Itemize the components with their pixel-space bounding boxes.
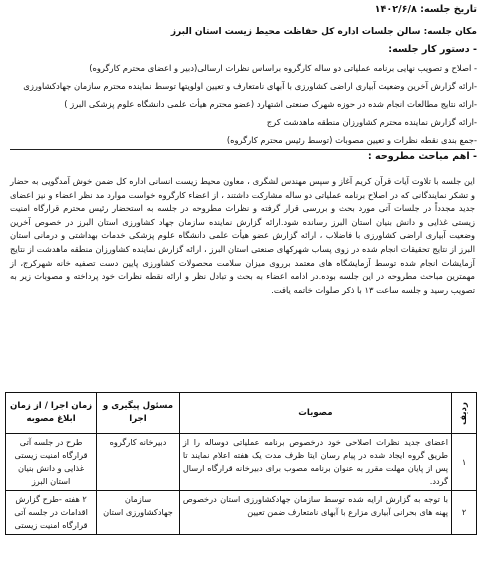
resolution-text: اعضای جدید نظرات اصلاحی خود درخصوص برنامه عملیاتی دوساله را از طریق گروه ایجاد شده در پیام رسان ایتا ظرف مدت یک هفته اعلام نمایند تا پس از پایان مهلت مقرر به عنوان برنامه مصوب برای دبیرخانه قرارگاه ارسال گردد.: [179, 434, 451, 491]
discussion-text: این جلسه با تلاوت آیات قرآن کریم آغاز و سپس مهندس لشگری ، معاون محیط زیست انسانی اداره کل ضمن خوش آمدگویی به حضار و تشکر نمایندگانی که در اصلاح برنامه عملیاتی دو ساله مشارکت داشتند ، از اعضاء کارگروه خواست موارد مد نظر اعضاء و نیز اعضای جدید مجدداً در جلسات آتی مورد بحث و بررسی قرار گرفته و نظرات مطروحه در جلسه به استحضار رئیس محترم قرارگاه امنیت زیستی غذایی و دانش بنیان استان البرز رسانده شود.ارائه گزارش نماینده سازمان جهاد کشاورزی استان البرز در خصوص آخرین وضعیت آبیاری اراضی کشاورزی با فاضلاب ، ارائه گزارش عضو هیأت علمی دانشگاه علوم پزشکی خدمات بهداشتی و درمانی استان البرز از نتایج تحقیقات انجام شده در زوی پساب شهرکهای صنعتی استان البرز ، ارائه گزارش نماینده کشاورزان منطقه ماهدشت از نتایج آزمایشات انجام شده توسط آزمایشگاه های معتمد برروی میزان سلامت محصولات کشاورزی پایین دست تصفیه خانه شهرکرج، از مهمترین مباحث مطروحه در این جلسه بوده.در ادامه اعضاء به بحث و تبادل نظر و ارائه نقطه نظرات خود پرداخته و مصوبات زیر به تصویب رسید و جلسه ساعت ۱۳ با ذکر صلوات خاتمه یافت.: [10, 176, 475, 295]
agenda-item: - اصلاح و تصویب نهایی برنامه عملیاتی دو ساله کارگروه براساس نظرات ارسالی(دبیر و اعضای محترم کارگروه): [89, 63, 477, 73]
meeting-date: تاریخ جلسه: ۱۴۰۲/۶/۸: [374, 4, 477, 15]
resolution-text: با توجه به گزارش ارایه شده توسط سازمان جهادکشاورزی استان درخصوص پهنه های بحرانی آبیاری مزارع با آبهای نامتعارف ضمن تعیین: [179, 491, 451, 535]
agenda-item: -ارائه نتایج مطالعات انجام شده در حوزه شهرک صنعتی اشتهارد (عضو محترم هیأت علمی دانشگاه علوم پزشکی البرز ): [64, 99, 477, 109]
row-number: ۲: [452, 491, 477, 535]
table-row: [6, 491, 477, 535]
topics-title: - اهم مباحث مطروحه :: [367, 151, 477, 162]
responsible-cell: سازمان جهادکشاورزی استان: [97, 491, 180, 535]
meeting-place: مکان جلسه: سالن جلسات اداره کل حفاظت محیط زیست استان البرز: [170, 27, 477, 37]
discussion-paragraph: [10, 175, 475, 297]
agenda-item: -ارائه گزارش آخرین وضعیت آبیاری اراضی کشاورزی با آبهای نامتعارف و تعیین اولویتها توسط نماینده محترم سازمان جهادکشاورزی: [23, 81, 477, 91]
table-header-row: [6, 393, 477, 434]
header-resolutions: مصوبات: [179, 393, 451, 434]
section-divider: [10, 149, 475, 150]
table-row: [6, 434, 477, 491]
row-number: ۱: [452, 434, 477, 491]
agenda-title: - دستور کار جلسه:: [388, 44, 477, 55]
deadline-cell: ۲ هفته -طرح گزارش اقدامات در جلسه آتی قرارگاه امنیت زیستی: [6, 491, 97, 535]
deadline-cell: طرح در جلسه آتی قرارگاه امنیت زیستی غذایی و دانش بنیان استان البرز: [6, 434, 97, 491]
agenda-item: -جمع بندی نقطه نظرات و تعیین مصوبات (توسط رئیس محترم کارگروه): [226, 135, 477, 145]
responsible-cell: دبیرخانه کارگروه: [97, 434, 180, 491]
header-row-number: ردیف: [452, 393, 477, 434]
agenda-item: -ارائه گزارش نماینده محترم کشاورزان منطقه ماهدشت کرج: [266, 117, 477, 127]
resolutions-table: [5, 392, 477, 535]
header-deadline: زمان اجرا / از زمان ابلاغ مصوبه: [6, 393, 97, 434]
header-responsible: مسئول پیگیری و اجرا: [97, 393, 180, 434]
